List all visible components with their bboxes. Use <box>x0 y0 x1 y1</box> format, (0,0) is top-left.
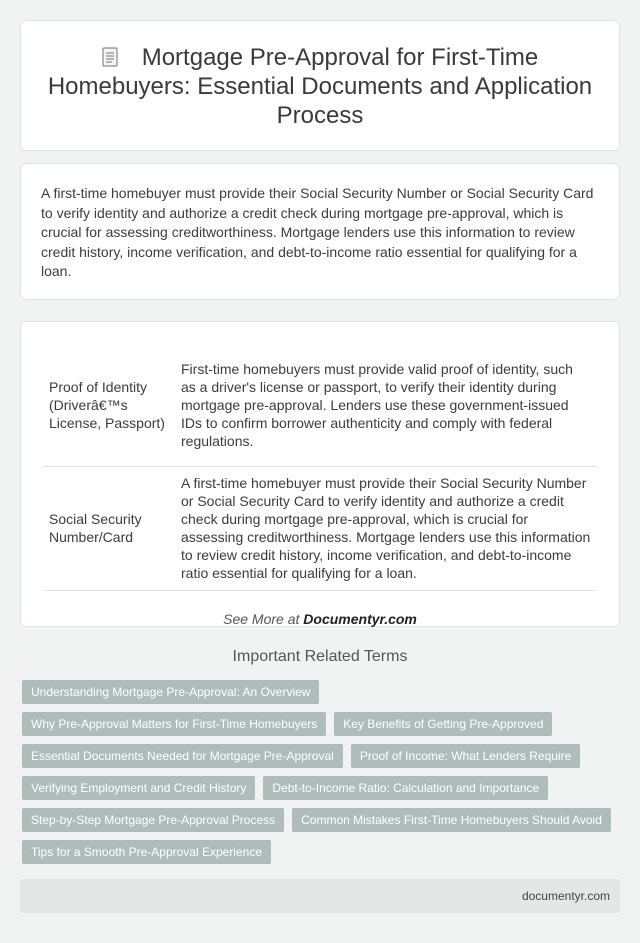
table-description: A first-time homebuyer must provide their Social Security Number or Social Security Card to verify identity and authorize a credit check during mortgage pre-approval, which is crucial for assessing creditworthiness. Mortgage lenders use this information to review credit history, income verification, and debt-to-income ratio essential for qualifying for a loan. <box>173 466 597 590</box>
title-card <box>20 20 620 151</box>
related-term-tag[interactable]: Understanding Mortgage Pre-Approval: An Overview <box>22 680 319 704</box>
footer <box>20 879 620 913</box>
tag-row <box>22 712 622 736</box>
tag-row <box>22 808 622 832</box>
see-more-link[interactable]: Documentyr.com <box>303 610 417 627</box>
table-row <box>43 344 597 466</box>
related-term-tag[interactable]: Tips for a Smooth Pre-Approval Experience <box>22 840 271 864</box>
related-terms-heading: Important Related Terms <box>232 648 408 665</box>
related-term-tag[interactable]: Debt-to-Income Ratio: Calculation and Importance <box>263 776 548 800</box>
see-more-prefix: See More at <box>223 610 304 627</box>
documents-table <box>43 344 597 591</box>
tag-row <box>22 776 622 800</box>
document-icon <box>102 47 118 67</box>
tag-row <box>22 744 622 768</box>
summary-card <box>20 163 620 300</box>
related-terms-list <box>22 680 622 872</box>
page-title-text: Mortgage Pre-Approval for First-Time Homebuyers: Essential Documents and Application Process <box>47 44 593 129</box>
footer-site[interactable]: documentyr.com <box>521 889 610 903</box>
see-more <box>43 611 597 627</box>
related-term-tag[interactable]: Step-by-Step Mortgage Pre-Approval Process <box>22 808 284 832</box>
tag-row <box>22 680 622 704</box>
related-term-tag[interactable]: Verifying Employment and Credit History <box>22 776 255 800</box>
details-card <box>20 321 620 627</box>
table-description: First-time homebuyers must provide valid proof of identity, such as a driver's license or passport, to verify their identity during mortgage pre-approval. Lenders use these government-issued IDs to confirm borrower authenticity and comply with federal regulations. <box>173 344 597 466</box>
summary-text: A first-time homebuyer must provide their Social Security Number or Social Security Card to verify identity and authorize a credit check during mortgage pre-approval, which is crucial for assessing creditworthiness. Mortgage lenders use this information to review credit history, income verification, and debt-to-income ratio essential for qualifying for a loan. <box>41 185 594 280</box>
table-term: Social Security Number/Card <box>43 466 173 590</box>
table-row <box>43 466 597 590</box>
table-term: Proof of Identity (Driverâ€™s License, Passport) <box>43 344 173 466</box>
related-term-tag[interactable]: Key Benefits of Getting Pre-Approved <box>334 712 552 736</box>
related-term-tag[interactable]: Common Mistakes First-Time Homebuyers Should Avoid <box>292 808 611 832</box>
related-term-tag[interactable]: Proof of Income: What Lenders Require <box>351 744 580 768</box>
page-title <box>45 43 595 130</box>
related-term-tag[interactable]: Why Pre-Approval Matters for First-Time Homebuyers <box>22 712 326 736</box>
related-term-tag[interactable]: Essential Documents Needed for Mortgage Pre-Approval <box>22 744 343 768</box>
tag-row <box>22 840 622 864</box>
